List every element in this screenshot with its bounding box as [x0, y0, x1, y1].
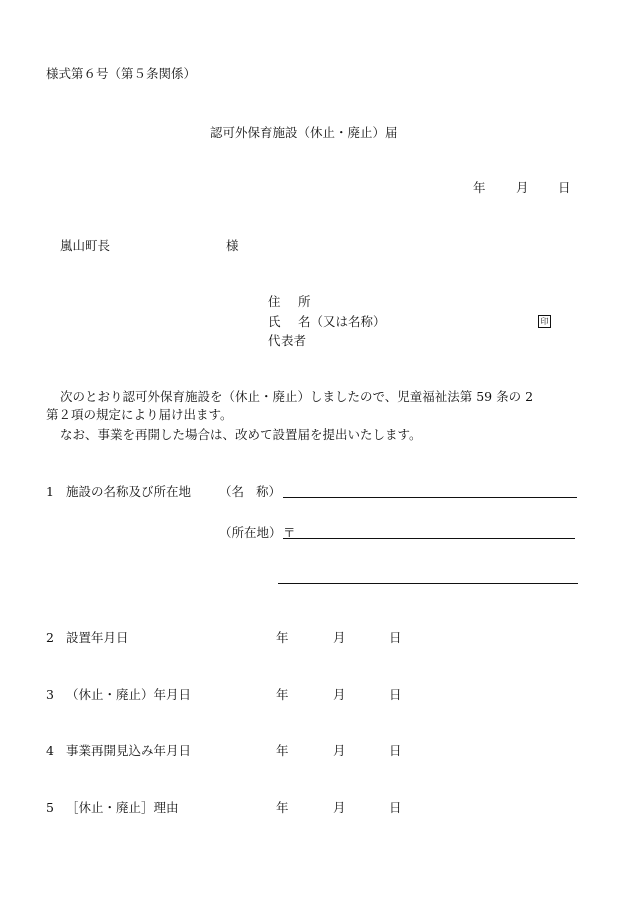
- facility-address-label: （所在地）: [219, 525, 282, 540]
- month-label: 月: [333, 630, 346, 645]
- address-label-2: 所: [298, 294, 311, 309]
- body-line-3: なお、事業を再開した場合は、改めて設置届を提出いたします。: [60, 427, 422, 442]
- postal-mark-icon: 〒: [283, 525, 296, 540]
- item-number: 5: [46, 800, 54, 815]
- item-label: （休止・廃止）年月日: [66, 687, 192, 702]
- addressee-honorific: 様: [226, 238, 239, 253]
- year-label: 年: [276, 743, 289, 758]
- seal-icon: 印: [538, 315, 551, 328]
- form-number: 様式第６号（第５条関係）: [46, 66, 197, 81]
- day-label: 日: [389, 687, 402, 702]
- page-title: 認可外保育施設（休止・廃止）届: [210, 125, 398, 140]
- day-label: 日: [389, 800, 402, 815]
- item-number: 4: [46, 743, 54, 758]
- facility-address-field[interactable]: [283, 538, 575, 539]
- item-label: ［休止・廃止］理由: [66, 800, 179, 815]
- date-month-label: 月: [516, 180, 529, 195]
- facility-name-field[interactable]: [283, 497, 577, 498]
- item-number: 2: [46, 630, 54, 645]
- facility-address-field-line-2[interactable]: [278, 583, 578, 584]
- rep-label-1: 代: [268, 333, 281, 348]
- item-label: 施設の名称及び所在地: [66, 484, 192, 499]
- day-label: 日: [389, 743, 402, 758]
- item-label: 設置年月日: [66, 630, 129, 645]
- body-line-1: 次のとおり認可外保育施設を（休止・廃止）しましたので、児童福祉法第 59 条の 2: [60, 389, 534, 404]
- item-number: 3: [46, 687, 54, 702]
- item-label: 事業再開見込み年月日: [66, 743, 192, 758]
- month-label: 月: [333, 800, 346, 815]
- rep-label-2: 表者: [281, 333, 307, 348]
- month-label: 月: [333, 687, 346, 702]
- item-number: 1: [46, 484, 54, 499]
- body-line-2: 第２項の規定により届け出ます。: [46, 407, 233, 422]
- year-label: 年: [276, 687, 289, 702]
- day-label: 日: [389, 630, 402, 645]
- name-label-2: 名（又は名称）: [298, 314, 386, 329]
- addressee-name: 嵐山町長: [60, 238, 111, 253]
- facility-name-label-open: （名: [219, 484, 245, 499]
- date-year-label: 年: [473, 180, 486, 195]
- date-day-label: 日: [558, 180, 571, 195]
- facility-name-label-close: 称）: [256, 484, 282, 499]
- month-label: 月: [333, 743, 346, 758]
- address-label-1: 住: [268, 294, 281, 309]
- name-label-1: 氏: [268, 314, 281, 329]
- year-label: 年: [276, 630, 289, 645]
- year-label: 年: [276, 800, 289, 815]
